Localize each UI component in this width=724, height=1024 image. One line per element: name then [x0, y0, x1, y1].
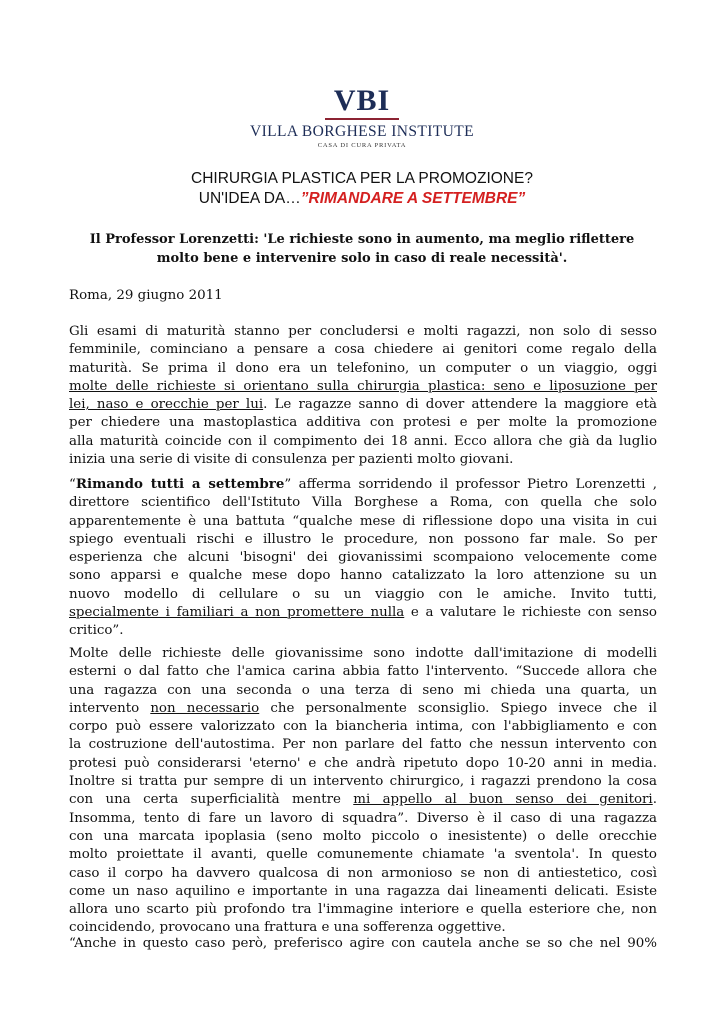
text-line: corpo può essere valorizzato con la biancheria intima, con l'abbigliamento e con	[69, 719, 657, 735]
text-line: Insomma, tento di fare un lavoro di squadra”. Diverso è il caso di una ragazza	[69, 810, 657, 826]
text-line: protesi può considerarsi 'eterno' e che andrà ripetuto dopo 10-20 anni in media.	[69, 755, 657, 771]
text-line: direttore scientifico dell'Istituto Villa Borghese a Roma, con quella che solo	[69, 495, 657, 511]
subtitle	[66, 230, 658, 268]
text-line: esterni o dal fatto che l'amica carina abbia fatto l'intervento. “Succede allora che	[69, 664, 657, 680]
text-run: .	[652, 792, 657, 808]
underlined-phrase: non necessario	[150, 700, 260, 716]
underlined-phrase: specialmente i familiari a non promettere nulla	[69, 605, 405, 621]
text-line: “Anche in questo caso però, preferisco agire con cautela anche se so che nel 90%	[69, 936, 657, 951]
paragraph-2	[69, 475, 657, 641]
dateline-text: Roma, 29 giugno 2011	[69, 288, 223, 303]
text-line: critico”.	[69, 623, 124, 639]
institute-logo	[250, 84, 474, 152]
text-line: spiego eventuali rischi e illustro le procedure, non possono far male. So per	[69, 531, 657, 547]
paragraph-4	[69, 935, 657, 953]
text-run: e a valutare le richieste con senso	[404, 605, 657, 621]
text-line: Gli esami di maturità stanno per concludersi e molti ragazzi, non solo di sesso	[69, 324, 657, 339]
text-line: Molte delle richieste delle giovanissime sono indotte dall'imitazione di modelli	[69, 646, 657, 661]
text-line-underlined: molte delle richieste si orientano sulla chirurgia plastica: seno e liposuzione per	[69, 378, 657, 394]
underlined-phrase: lei, naso e orecchie per lui	[69, 397, 264, 413]
text-run: ” afferma sorridendo il professor Pietro Lorenzetti ,	[284, 477, 657, 492]
text-line: coincidendo, provocano una frattura e una sofferenza oggettive.	[69, 920, 506, 936]
text-line: alla maturità coincide con il compimento dei 18 anni. Ecco allora che già da luglio	[69, 433, 657, 449]
headline-prefix: UN'IDEA DA…	[198, 190, 301, 207]
text-run: con una certa superficialità mentre	[69, 792, 354, 808]
text-line: allora uno scarto più profondo tra l'immagine interiore e quella esteriore che, non	[69, 902, 657, 918]
headline-line-1: CHIRURGIA PLASTICA PER LA PROMOZIONE?	[191, 170, 533, 187]
logo-divider	[325, 118, 399, 120]
headline-highlight: ”RIMANDARE A SETTEMBRE”	[300, 190, 526, 207]
logo-tagline: CASA DI CURA PRIVATA	[317, 142, 407, 149]
text-run: che personalmente sconsiglio. Spiego invece che il	[259, 700, 657, 716]
text-line: esperienza che alcuni 'bisogni' dei giovanissimi scompaiono velocemente come	[69, 550, 657, 566]
text-line: una ragazza con una seconda o una terza di seno mi chieda una quarta, un	[69, 682, 657, 698]
text-line	[69, 475, 657, 494]
headline-line-2	[60, 189, 664, 209]
text-line: la costruzione dell'autostima. Per non parlare del fatto che nessun intervento con	[69, 737, 657, 753]
text-line: per chiedere una mastoplastica additiva con protesi e per molte la promozione	[69, 415, 657, 431]
text-line: sono apparsi e qualche mese dopo hanno catalizzato la loro attenzione su un	[69, 568, 657, 584]
text-line: con una marcata ipoplasia (seno molto piccolo o inesistente) o delle orecchie	[69, 828, 657, 844]
paragraph-1	[69, 323, 657, 469]
dateline	[69, 287, 657, 305]
text-line: maturità. Se prima il dono era un telefonino, un computer o un viaggio, oggi	[69, 360, 657, 376]
text-line: nuovo modello di cellulare o su un viaggio con le amiche. Invito tutti,	[69, 586, 657, 602]
text-line	[69, 791, 657, 809]
text-line: come un naso aquilino e importante in una ragazza dai lineamenti delicati. Esiste	[69, 883, 657, 899]
subtitle-line: molto bene e intervenire solo in caso di reale necessità'.	[156, 251, 568, 266]
text-run: “	[69, 477, 76, 492]
text-line: femminile, cominciano a pensare a cosa chiedere ai genitori come regalo della	[69, 342, 657, 358]
bold-quote: Rimando tutti a settembre	[75, 476, 285, 492]
text-line	[69, 700, 657, 718]
text-run: intervento	[69, 700, 151, 716]
paragraph-3	[69, 645, 657, 938]
text-line: inizia una serie di visite di consulenza per pazienti molto giovani.	[69, 452, 514, 468]
text-run: . Le ragazze sanno di dover attendere la maggiore età	[263, 397, 657, 413]
text-line	[69, 396, 657, 414]
underlined-phrase: mi appello al buon senso dei genitori	[353, 792, 653, 808]
subtitle-line: Il Professor Lorenzetti: 'Le richieste sono in aumento, ma meglio riflettere	[89, 232, 635, 247]
text-line: Inoltre si tratta pur sempre di un intervento chirurgico, i ragazzi prendono la cosa	[69, 774, 657, 790]
text-line: molto proiettate il avanti, quelle comunemente chiamate 'a sventola'. In questo	[69, 847, 657, 863]
text-line: apparentemente è una battuta “qualche mese di riflessione dopo una visita in cui	[69, 513, 657, 529]
text-line	[69, 604, 657, 622]
text-line: caso il corpo ha davvero qualcosa di non armonioso se non di antiestetico, così	[69, 865, 657, 881]
logo-name: VILLA BORGHESE INSTITUTE	[250, 123, 474, 140]
logo-monogram: VBI	[333, 84, 391, 117]
